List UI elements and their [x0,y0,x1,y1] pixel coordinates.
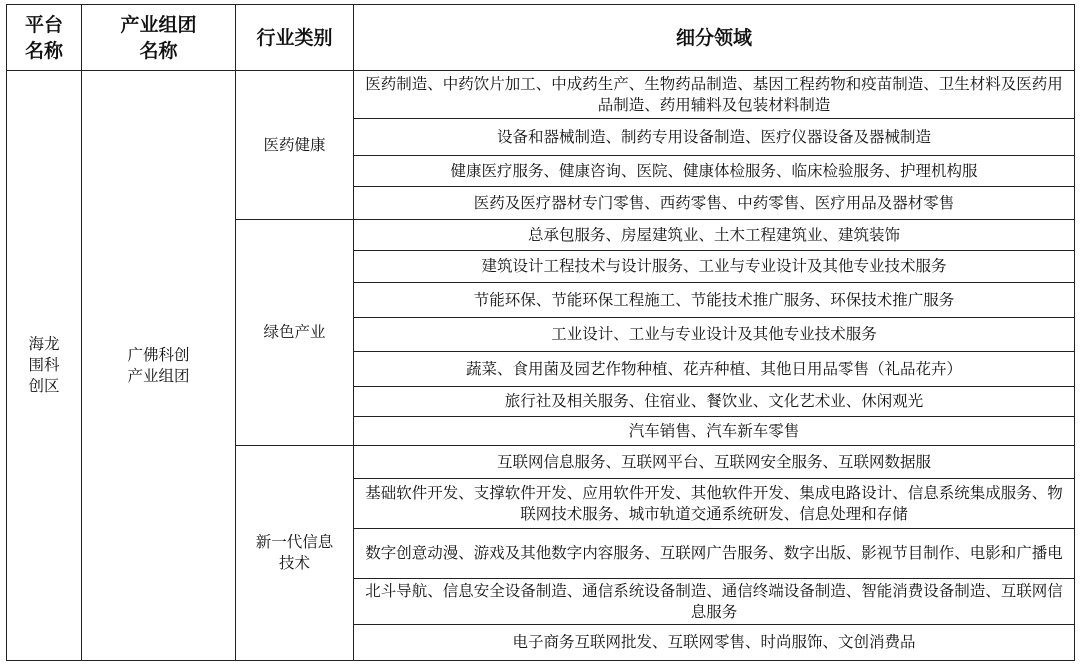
field-cell: 北斗导航、信息安全设备制造、通信系统设备制造、通信终端设备制造、智能消费设备制造、互联网信息服务 [354,579,1075,625]
field-cell: 工业设计、工业与专业设计及其他专业技术服务 [354,318,1075,352]
field-cell: 基础软件开发、支撑软件开发、应用软件开发、其他软件开发、集成电路设计、信息系统集成服务、物联网技术服务、城市轨道交通系统研发、信息处理和存储 [354,479,1075,529]
header-row [7,5,1075,71]
industry-category: 绿色产业 [236,220,354,446]
field-cell: 汽车销售、汽车新车零售 [354,417,1075,446]
industry-category: 新一代信息 技术 [236,446,354,661]
field-cell: 蔬菜、食用菌及园艺作物种植、花卉种植、其他日用品零售（礼品花卉） [354,352,1075,387]
table-row [7,71,1075,119]
group-name: 广佛科创 产业组团 [82,71,236,661]
field-cell: 电子商务互联网批发、互联网零售、时尚服饰、文创消费品 [354,625,1075,661]
header-group: 产业组团 名称 [82,5,236,71]
field-cell: 健康医疗服务、健康咨询、医院、健康体检服务、临床检验服务、护理机构服 [354,156,1075,187]
field-cell: 节能环保、节能环保工程施工、节能技术推广服务、环保技术推广服务 [354,283,1075,318]
field-cell: 互联网信息服务、互联网平台、互联网安全服务、互联网数据服 [354,446,1075,479]
industry-category: 医药健康 [236,71,354,220]
header-platform: 平台 名称 [7,5,82,71]
field-cell: 医药及医疗器材专门零售、西药零售、中药零售、医疗用品及器材零售 [354,187,1075,220]
field-cell: 旅行社及相关服务、住宿业、餐饮业、文化艺术业、休闲观光 [354,387,1075,417]
field-cell: 医药制造、中药饮片加工、中成药生产、生物药品制造、基因工程药物和疫苗制造、卫生材料及医药用品制造、药用辅料及包装材料制造 [354,71,1075,119]
field-cell: 总承包服务、房屋建筑业、土木工程建筑业、建筑装饰 [354,220,1075,251]
platform-name: 海龙 围科 创区 [7,71,82,661]
field-cell: 数字创意动漫、游戏及其他数字内容服务、互联网广告服务、数字出版、影视节目制作、电影和广播电 [354,529,1075,579]
header-fields: 细分领域 [354,5,1075,71]
field-cell: 建筑设计工程技术与设计服务、工业与专业设计及其他专业技术服务 [354,251,1075,283]
field-cell: 设备和器械制造、制药专用设备制造、医疗仪器设备及器械制造 [354,119,1075,156]
header-industry: 行业类别 [236,5,354,71]
industry-table [6,4,1075,661]
